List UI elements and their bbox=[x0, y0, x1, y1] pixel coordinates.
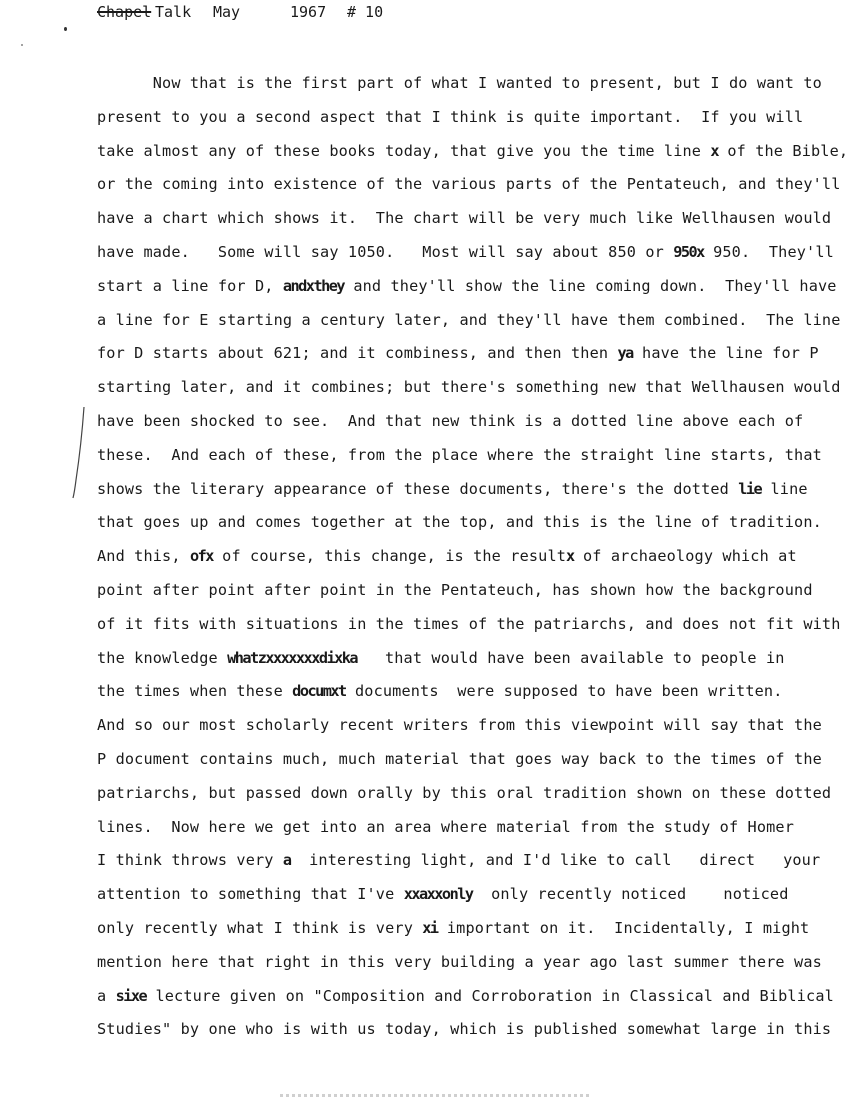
header-year: 1967 bbox=[290, 3, 327, 21]
text-run: present to you a second aspect that I think is quite important. If you will bbox=[97, 107, 804, 126]
text-line bbox=[97, 980, 834, 1014]
text-run: shows the literary appearance of these documents, there's the dotted bbox=[97, 479, 739, 498]
text-run: have been shocked to see. And that new think is a dotted line above each of bbox=[97, 411, 804, 430]
text-line bbox=[97, 202, 832, 236]
text-run: 950. They'll bbox=[703, 242, 834, 261]
text-line bbox=[97, 304, 841, 338]
scan-smudge bbox=[280, 1094, 590, 1097]
text-line bbox=[97, 67, 822, 101]
text-line bbox=[97, 777, 832, 811]
text-run: only recently what I think is very bbox=[97, 918, 423, 937]
text-run: the knowledge bbox=[97, 648, 228, 667]
text-line bbox=[97, 135, 849, 169]
text-run: attention to something that I've bbox=[97, 885, 404, 904]
text-line bbox=[97, 574, 813, 608]
text-line bbox=[97, 540, 797, 574]
text-line bbox=[97, 473, 808, 507]
text-run: have the line for P bbox=[632, 344, 819, 363]
text-run: mention here that right in this very building a year ago last summer there was bbox=[97, 952, 822, 971]
text-line bbox=[97, 675, 797, 709]
text-run: have made. Some will say 1050. Most will say about 850 or bbox=[97, 242, 674, 261]
text-line bbox=[97, 811, 797, 845]
typed-over-word: xi bbox=[422, 918, 438, 937]
text-run: for D starts about 621; and it combiness, and then then bbox=[97, 344, 618, 363]
text-line bbox=[97, 642, 797, 676]
text-line bbox=[97, 168, 841, 202]
text-run: And this, bbox=[97, 547, 190, 566]
text-run: And so our most scholarly recent writers from this viewpoint will say that the bbox=[97, 716, 822, 735]
text-run: have a chart which shows it. The chart will be very much like Wellhausen would bbox=[97, 209, 832, 228]
text-run: that goes up and comes together at the top, and this is the line of tradition. bbox=[97, 513, 822, 532]
header-struck-word: Chapel bbox=[97, 3, 152, 21]
typed-body-text bbox=[97, 67, 849, 1047]
text-run: important on it. Incidentally, I might bbox=[437, 918, 810, 937]
text-line bbox=[97, 405, 804, 439]
text-run: lecture given on "Composition and Corroboration in Classical and Biblical bbox=[146, 986, 834, 1005]
text-run: the times when these bbox=[97, 682, 293, 701]
text-line bbox=[97, 101, 804, 135]
text-run: patriarchs, but passed down orally by this oral tradition shown on these dotted bbox=[97, 783, 832, 802]
ink-speck bbox=[21, 44, 23, 46]
text-run: start a line for D, bbox=[97, 276, 283, 295]
header-title: Talk bbox=[155, 3, 192, 21]
text-line bbox=[97, 743, 822, 777]
text-run: I think throws very bbox=[97, 851, 283, 870]
ink-speck bbox=[64, 27, 67, 31]
text-line bbox=[97, 912, 810, 946]
text-run: take almost any of these books today, that give you the time line bbox=[97, 141, 711, 160]
text-run: of the Bible, bbox=[718, 141, 849, 160]
typed-over-word: documxt bbox=[292, 682, 346, 701]
text-run: interesting light, and I'd like to call direct your bbox=[290, 851, 821, 870]
margin-pencil-mark bbox=[68, 405, 88, 500]
text-line bbox=[97, 878, 797, 912]
text-line bbox=[97, 946, 822, 980]
text-run: line bbox=[761, 479, 808, 498]
text-run: documents were supposed to have been written. bbox=[345, 682, 783, 701]
typed-over-word: x bbox=[566, 547, 574, 566]
text-line bbox=[97, 709, 822, 743]
text-line bbox=[97, 1013, 832, 1047]
text-run: that would have been available to people in bbox=[357, 648, 785, 667]
text-line bbox=[97, 844, 821, 878]
text-run: lines. Now here we get into an area where material from the study of Homer bbox=[97, 817, 795, 836]
text-run: or the coming into existence of the various parts of the Pentateuch, and they'll bbox=[97, 175, 841, 194]
typed-over-word: a bbox=[282, 851, 291, 870]
text-run: P document contains much, much material that goes way back to the times of the bbox=[97, 749, 822, 768]
typed-over-word: x bbox=[710, 141, 719, 160]
text-line bbox=[97, 371, 841, 405]
text-run: and they'll show the line coming down. They'll have bbox=[344, 276, 837, 295]
text-line bbox=[97, 608, 841, 642]
text-run: of archaeology which at bbox=[573, 547, 797, 566]
typed-over-word: andxthey bbox=[282, 276, 345, 295]
text-run: a line for E starting a century later, and they'll have them combined. The line bbox=[97, 310, 841, 329]
text-run: of it fits with situations in the times of the patriarchs, and does not fit with bbox=[97, 614, 841, 633]
typed-over-word: whatzxxxxxxxdixka bbox=[227, 648, 358, 667]
typed-over-word: ya bbox=[617, 344, 633, 363]
text-run: only recently noticed noticed bbox=[472, 885, 789, 904]
header-month: May bbox=[213, 3, 241, 21]
text-line bbox=[97, 270, 837, 304]
text-line bbox=[97, 506, 822, 540]
typed-over-word: sixe bbox=[115, 986, 147, 1005]
text-run: point after point after point in the Pentateuch, has shown how the background bbox=[97, 580, 813, 599]
typed-over-word: 950x bbox=[673, 242, 704, 261]
typed-over-word: xxaxxonly bbox=[403, 885, 473, 904]
text-run: a bbox=[97, 986, 116, 1005]
text-run: Studies" by one who is with us today, which is published somewhat large in this bbox=[97, 1020, 832, 1039]
text-run: starting later, and it combines; but there's something new that Wellhausen would bbox=[97, 378, 841, 397]
text-run: of course, this change, is the result bbox=[212, 547, 567, 566]
text-line bbox=[97, 236, 834, 270]
text-run: these. And each of these, from the place where the straight line starts, that bbox=[97, 445, 822, 464]
text-line bbox=[97, 337, 819, 371]
header-number: # 10 bbox=[347, 3, 384, 21]
typed-over-word: lie bbox=[738, 479, 762, 498]
typed-over-word: ofx bbox=[189, 547, 213, 566]
text-line bbox=[97, 439, 822, 473]
text-run: Now that is the first part of what I wanted to present, but I do want to bbox=[97, 74, 822, 92]
